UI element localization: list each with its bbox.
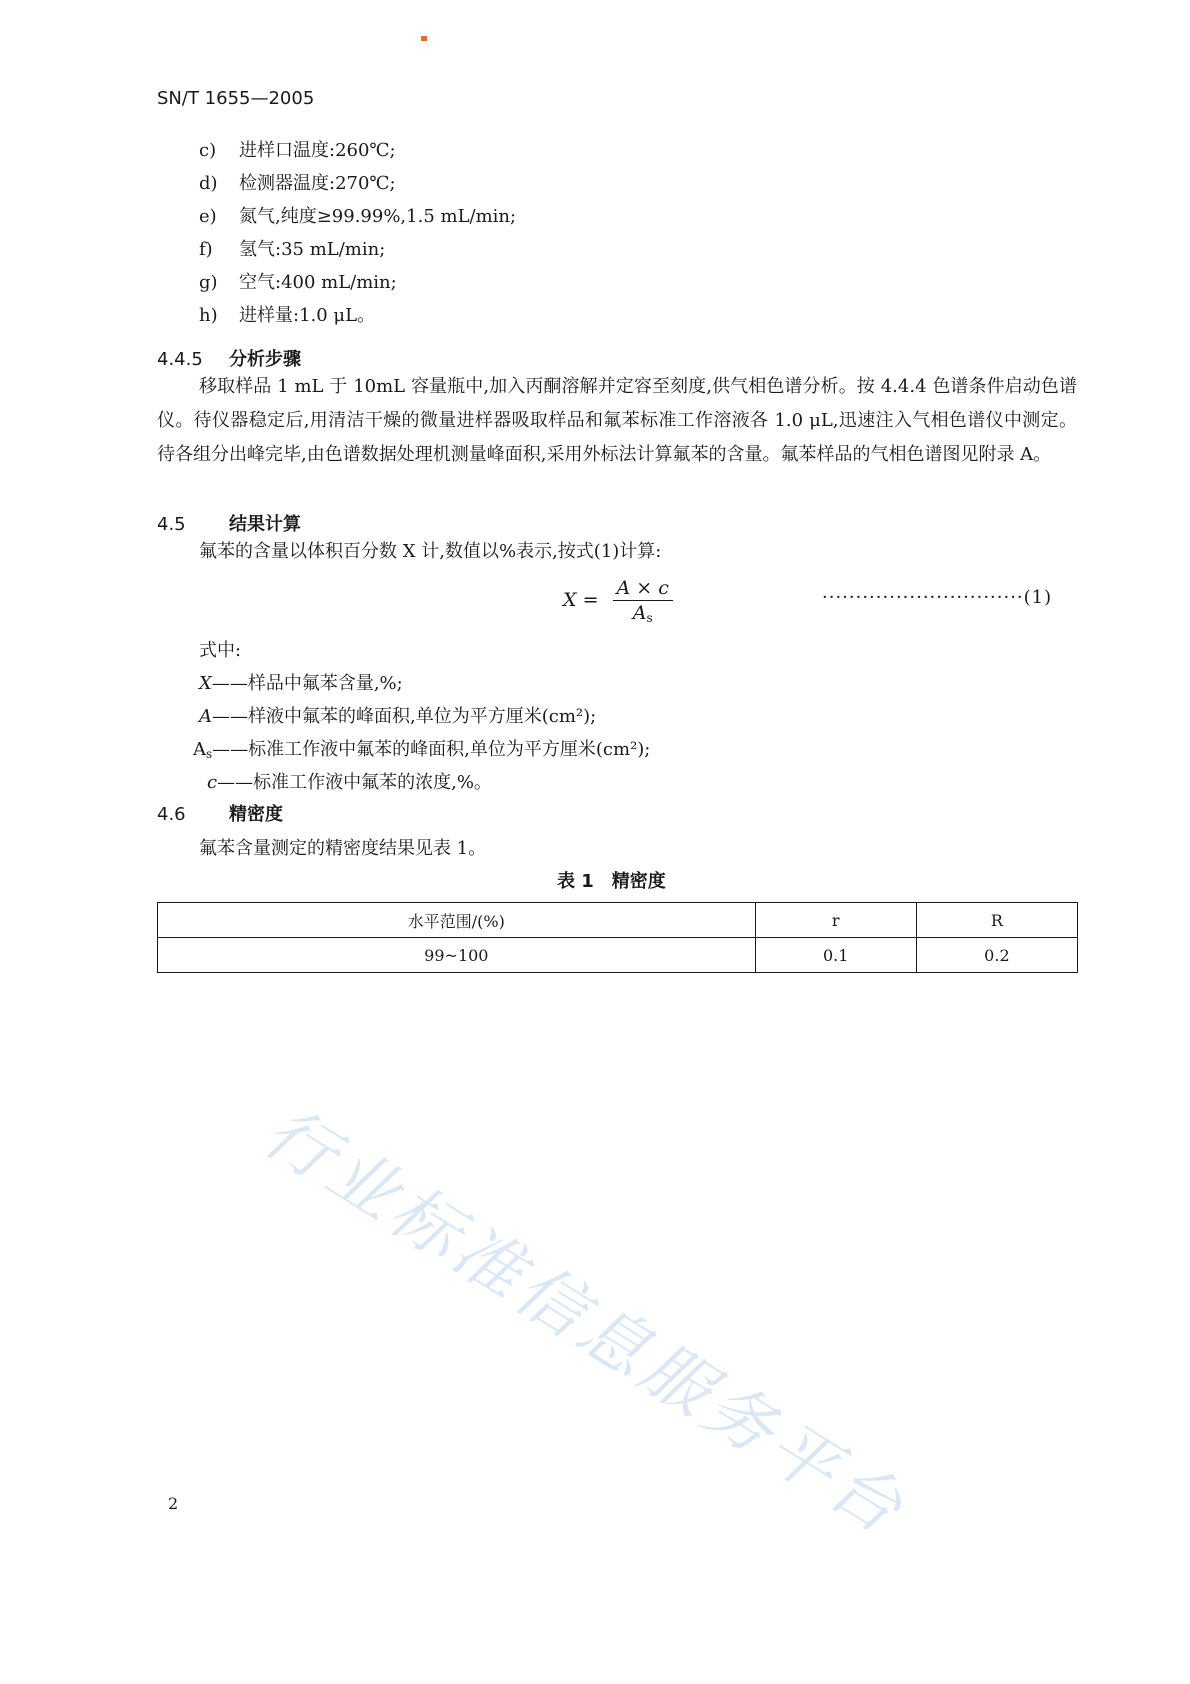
- formula-numerator: A × c: [613, 577, 673, 601]
- list-item-label: d): [199, 173, 218, 194]
- definition-text: ——样液中氟苯的峰面积,单位为平方厘米(cm²);: [212, 706, 597, 727]
- section-title: 精密度: [229, 804, 283, 825]
- formula-denominator: $A_s$: [632, 602, 653, 625]
- definition-symbol: A: [199, 706, 212, 727]
- list-item: [199, 202, 516, 228]
- list-item-label: c): [199, 140, 217, 161]
- table-cell: 99~100: [158, 938, 756, 973]
- accent-mark: [421, 36, 427, 41]
- definition-item: [199, 669, 403, 695]
- definition-symbol: c: [207, 772, 218, 793]
- list-item: [199, 301, 375, 327]
- section-title: 分析步骤: [229, 349, 301, 370]
- list-item: [199, 136, 396, 162]
- definition-item: [207, 768, 492, 794]
- list-item-label: g): [199, 272, 218, 293]
- table-header-cell: 水平范围/(%): [158, 903, 756, 938]
- list-item-label: e): [199, 206, 217, 227]
- where-label: 式中:: [199, 640, 242, 661]
- definition-item: [193, 735, 650, 761]
- formula-number-label: (1): [1023, 587, 1053, 608]
- section-title: 结果计算: [229, 514, 301, 535]
- definition-symbol: X: [199, 673, 212, 694]
- definition-text: ——标准工作液中氟苯的浓度,%。: [217, 772, 492, 793]
- list-item-text: 进样量:1.0 μL。: [239, 305, 376, 326]
- section-number: 4.5: [157, 514, 186, 535]
- list-item: [199, 235, 385, 261]
- table-header-row: [158, 903, 1078, 938]
- page-number: 2: [168, 1494, 179, 1513]
- section-445-body: 移取样品 1 mL 于 10mL 容量瓶中,加入丙酮溶解并定容至刻度,供气相色谱分析。按 4.4.4 色谱条件启动色谱仪。待仪器稳定后,用清洁干燥的微量进样器吸取样品和氟苯标准工作溶液各 1.0 μL,迅速注入气相色谱仪中测定。待各组分出峰完毕,由色谱数据处理机测量峰面积,采用外标法计算氟苯的含量。氟苯样品的气相色谱图见附录 A。: [157, 376, 1077, 465]
- definition-symbol-sub: s: [206, 747, 213, 761]
- section-heading-445: [157, 345, 301, 371]
- section-45-body: 氟苯的含量以体积百分数 X 计,数值以%表示,按式(1)计算:: [199, 541, 662, 562]
- section-number: 4.4.5: [157, 349, 203, 370]
- table-title: 表 1 精密度: [557, 871, 666, 892]
- definition-text: ——样品中氟苯含量,%;: [211, 673, 403, 694]
- list-item-label: h): [199, 305, 218, 326]
- formula-leader: ······························: [822, 587, 1024, 608]
- list-item-label: f): [199, 239, 213, 260]
- list-item-text: 氮气,纯度≥99.99%,1.5 mL/min;: [239, 206, 517, 227]
- precision-table: [157, 902, 1078, 973]
- definition-item: [199, 702, 596, 728]
- section-heading-45: [157, 510, 301, 536]
- list-item-text: 检测器温度:270℃;: [239, 173, 396, 194]
- list-item-text: 进样口温度:260℃;: [239, 140, 396, 161]
- table-cell: 0.1: [755, 938, 916, 973]
- table-header-cell: r: [755, 903, 916, 938]
- definition-text: ——标准工作液中氟苯的峰面积,单位为平方厘米(cm²);: [212, 739, 651, 760]
- list-item-text: 氢气:35 mL/min;: [239, 239, 386, 260]
- definition-symbol: A: [193, 739, 206, 760]
- list-item: [199, 268, 397, 294]
- table-cell: 0.2: [916, 938, 1077, 973]
- table-header-cell: R: [916, 903, 1077, 938]
- table-row: [158, 938, 1078, 973]
- formula-number: [822, 587, 1052, 608]
- watermark: 行业标准信息服务平台: [250, 1092, 920, 1552]
- standard-code: SN/T 1655—2005: [157, 88, 315, 109]
- section-heading-46: [157, 800, 283, 826]
- formula-fraction: [613, 577, 673, 625]
- section-number: 4.6: [157, 804, 186, 825]
- list-item-text: 空气:400 mL/min;: [239, 272, 397, 293]
- list-item: [199, 169, 396, 195]
- formula-lhs: X =: [563, 589, 599, 611]
- formula: [563, 577, 673, 625]
- section-46-body: 氟苯含量测定的精密度结果见表 1。: [199, 838, 487, 859]
